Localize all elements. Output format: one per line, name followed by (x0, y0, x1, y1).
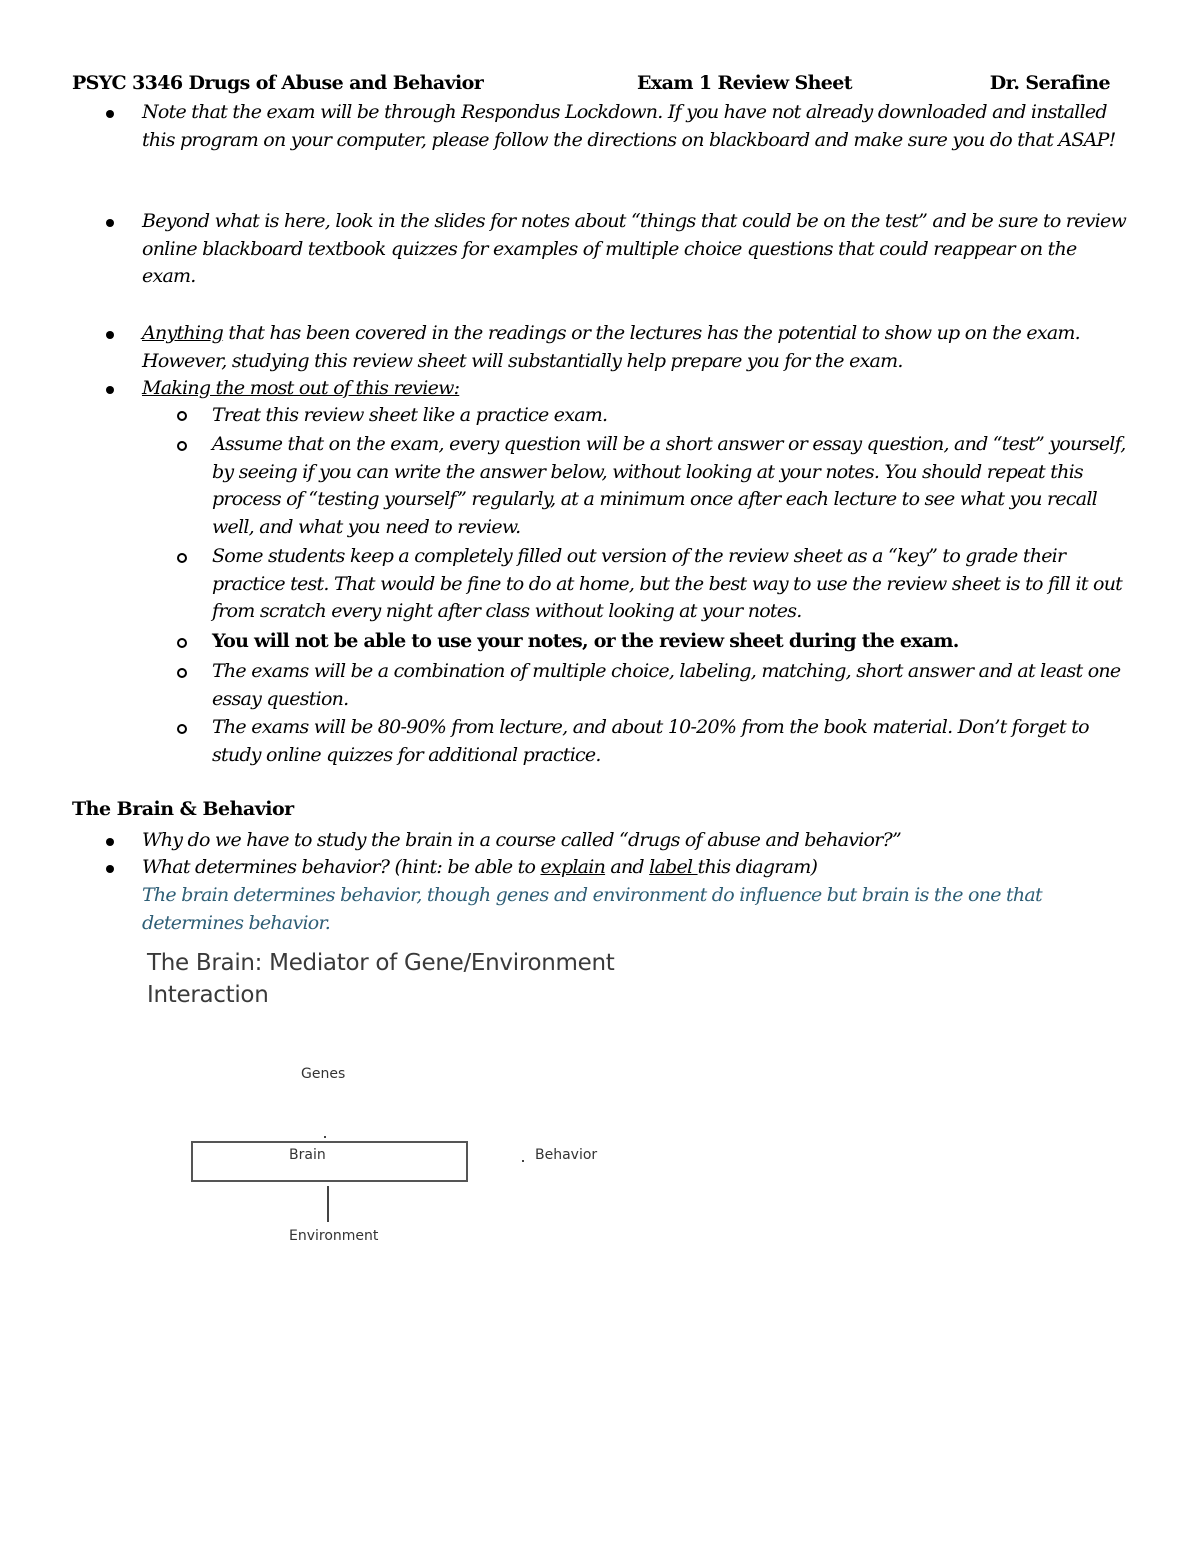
q2-label: label (649, 856, 698, 878)
anything-rest: that has been covered in the readings or the lectures has the potential to show up on the exam. However, studying this review sheet will substantially help prepare you for the exam. (142, 322, 1080, 372)
sub-bullet-circle (177, 668, 187, 678)
instructor-name: Dr. Serafine (989, 72, 1110, 94)
page-header (72, 72, 1122, 100)
environment-connector-line (327, 1186, 329, 1222)
note-anything-covered (142, 320, 1132, 375)
sub-bullet-circle (177, 441, 187, 451)
diagram-genes-label: Genes (301, 1066, 346, 1082)
exam-title: Exam 1 Review Sheet (637, 72, 852, 94)
bullet-dot (106, 110, 114, 118)
diagram-title-line2: Interaction (147, 982, 269, 1008)
anything-underlined: Anything (142, 322, 224, 344)
q2-explain: explain (540, 856, 606, 878)
diagram-brain-label: Brain (289, 1147, 326, 1163)
answer-text: The brain determines behavior, though genes and environment do influence but brain is the one that determines behavior. (142, 884, 1042, 934)
genes-connector-mark (324, 1136, 326, 1138)
sub-bullet-circle (177, 553, 187, 563)
question-why-brain: Why do we have to study the brain in a course called “drugs of abuse and behavior?” (142, 829, 901, 851)
q2-part-c: this diagram) (697, 856, 818, 878)
q2-part-a: What determines behavior? (hint: be able to (142, 856, 541, 878)
bullet-dot (106, 219, 114, 227)
sub-bullet-circle (177, 638, 187, 648)
diagram-environment-label: Environment (289, 1228, 379, 1244)
bullet-dot (106, 386, 114, 394)
diagram-behavior-label: Behavior (535, 1147, 598, 1163)
behavior-connector-mark (522, 1160, 524, 1162)
bullet-dot (106, 838, 114, 846)
note-respondus: Note that the exam will be through Respondus Lockdown. If you have not already downloaded and installed this program on your computer, please follow the directions on blackboard and make sure you do that ASAP! (142, 101, 1116, 151)
making-most-label: Making the most out of this review: (142, 377, 460, 399)
sub-item-practice-exam: Treat this review sheet like a practice exam. (212, 404, 608, 426)
q2-part-b: and (605, 856, 650, 878)
note-beyond-review: Beyond what is here, look in the slides for notes about “things that could be on the test” and be sure to review online blackboard textbook quizzes for examples of multiple choice questions that could reappear on the exam. (142, 210, 1126, 287)
bullet-dot (106, 331, 114, 339)
sub-bullet-circle (177, 724, 187, 734)
sub-item-key: Some students keep a completely filled out version of the review sheet as a “key” to grade their practice test. That would be fine to do at home, but the best way to use the review sheet is to fill it out from scratch every night after class without looking at your notes. (212, 545, 1123, 622)
sub-item-lecture-book: The exams will be 80-90% from lecture, and about 10-20% from the book material. Don’t forget to study online quizzes for additional practice. (212, 716, 1089, 766)
diagram-title-line1: The Brain: Mediator of Gene/Environment (147, 950, 615, 976)
bullet-dot (106, 865, 114, 873)
sub-item-test-yourself: Assume that on the exam, every question will be a short answer or essay question, and “test” yourself, by seeing if you can write the answer below, without looking at your notes. You should repeat this process of “testing yourself” regularly, at a minimum once after each lecture to see what you recall well, and what you need to review. (212, 433, 1126, 538)
sub-bullet-circle (177, 411, 187, 421)
making-most-heading (142, 375, 1132, 403)
diagram-title (147, 947, 614, 1011)
sub-item-no-notes: You will not be able to use your notes, or the review sheet during the exam. (212, 630, 959, 652)
course-title: PSYC 3346 Drugs of Abuse and Behavior (72, 72, 484, 94)
section-title: The Brain & Behavior (72, 798, 294, 820)
diagram-brain-box (191, 1141, 468, 1182)
question-what-determines (142, 854, 1132, 882)
sub-item-exam-format: The exams will be a combination of multiple choice, labeling, matching, short answer and at least one essay question. (212, 660, 1121, 710)
